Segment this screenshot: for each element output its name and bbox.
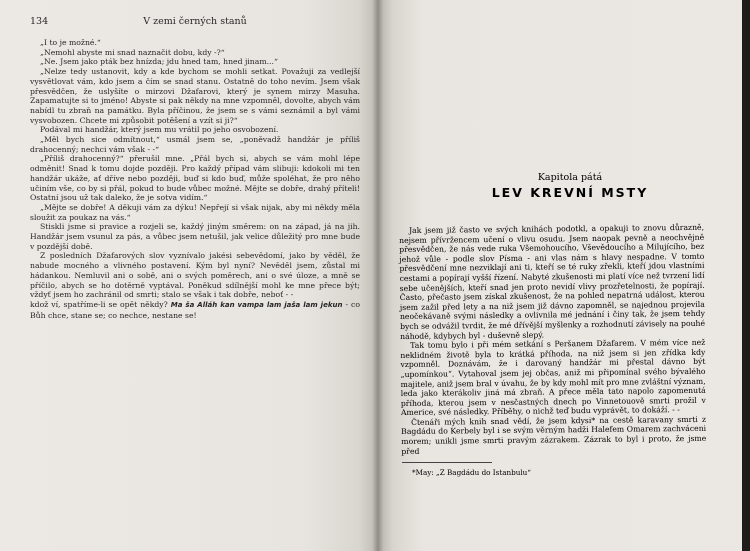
- paragraph: „Ne. Jsem jako pták bez hnízda; jdu hned tam, hned jinam...“: [40, 57, 278, 67]
- paragraph: „Nemohl abyste mi snad naznačit dobu, kdy -?“: [40, 47, 225, 57]
- running-title: V zemi černých stanů: [143, 16, 247, 27]
- footnote-rule: [402, 462, 492, 463]
- chapter-title: LEV KREVNÍ MSTY: [491, 185, 649, 200]
- paragraph: Tak tomu bylo i při mém setkání s Peršanem Džafarem. V mém více než neklidném životě byla to krátká příhoda, na niž jsem si jen zřídka kdy vzpomněl. Doznávám, že i darovaný handžár mi přestal dávno být „upomínkou“. Vytahoval jsem jej občas, aniž mi připomínal svého bývalého majitele, aniž jsem bral v úvahu, že by kdy mohl mít pro mne zvláštní význam, leda jako kterákoliv jiná má zbraň. A přece měla tato napolo zapomenutá příhoda, kterou jsem v nesčastných dnech po Vinnetouově smrti prožil v Americe, své následky. Příběhy, o nichž teď budu vyprávět, to dokáží. - -: [400, 337, 706, 418]
- arabic-phrase: Ma ša Alláh kan vampa lam jaša lam jekun: [170, 300, 343, 309]
- paragraph: „Měl bych sice odmítnout,“ usmál jsem se, „poněvadž handžár je příliš drahocenný; nechci vám však - -“: [30, 135, 360, 154]
- paragraph: „I to je možné.“: [40, 38, 101, 47]
- closing-line-text: kdož ví, spatříme-li se opět někdy?: [30, 299, 168, 309]
- paragraph: Jak jsem již často ve svých knihách podotkl, a opakuji to znovu důrazně, nejsem přívržencem učení o vlivu osudu. Jsem naopak pevně a neochvějně přesvědčen, že nás vede ruka Všemohoucího, Vševědoucího a Milujícího, bez jehož vůle - podle slov Písma - ani vlas nám s hlavy nespadne. V tomto přesvědčení mne nezviklají ani ti, kteří se té ruky zřekli, kteří jdou vlastními cestami a popírají vyšší řízení. Nabyté zkušenosti mi platí více než tvrzení lidí sebe učenějších, kteří snad jen proto nevidí vlivy prozřetelnosti, že popírají. Často, přečasto jsem získal zkušenost, že na pohled nepatrná událost, kterou jsem zažil před lety a na niž jsem již dávno zapomněl, se najednou projevila neočekávaně svými následky a ovlivnila mé jednání i činy tak, že jsem tehdy bych se odvážil tvrdit, že mé dřívější myšlenky a rozhodnutí závisely na pouhé náhodě, kdybych byl - duševně slepý.: [399, 222, 706, 341]
- paragraph: „Nelze tedy ustanovit, kdy a kde bychom se mohli setkat. Považuji za vedlejší vysvětlovat vám, kdo jsem a čím se snad stanu. Ostatně do toho nevím. Jsem však přesvědčen, že uslyšíte o mirzovi Džafarovi, který je synem mirzy Masuha. Zapamatujte si to jméno! Abyste si pak někdy na mne vzpomněl, dovolte, abych vám nabídl tu zbraň na památku. Byla příčinou, že jsem se s vámi seznámil a byl vámi vysvobozen. Chcete mi způsobit potěšení a vzít si ji?“: [30, 67, 360, 125]
- closing-line-end: - co Bůh chce, stane se; co nechce, nestane se!: [30, 299, 360, 320]
- closing-line: [30, 300, 360, 320]
- page-number: 134: [30, 16, 49, 27]
- scan-edge: [742, 0, 750, 551]
- paragraph: Čtenáři mých knih snad vědí, že jsem kdysi* na cestě karavany smrti z Bagdádu do Kerbely byl i se svým věrným hadži Halefem Omarem zachváceni morem; unikli jsme smrti pravým zázrakem. Zázrak to byl i proto, že jsme před: [401, 414, 707, 456]
- right-page-text: [399, 223, 706, 456]
- book-gutter: [372, 0, 384, 551]
- paragraph: „Příliš drahocenný?“ přerušil mne. „Přál bych si, abych se vám mohl lépe odměnit! Snad k tomu dojde později. Pro každý případ vám slibuji: kdokoli mi ten handžár ukáže, ať dříve nebo později, buď si kdo buď, může spoléhat, že pro něho učiním vše, co by si přál, pokud to bude vůbec možné. Mějte se dobře, drahý příteli! Ostatní jsou už tak daleko, že je sotva vidím.“: [30, 154, 360, 203]
- paragraph: Z posledních Džafarových slov vyznívalo jakési sebevědomí, jako by věděl, že nabude mocného a vlivného postavení. Kým byl nyní? Nevěděl jsem, zůstal mi hádankou. Nemluvil ani o sobě, ani o svých poměrech, ani o své úloze, a mně se příčilo, abych se ho dotěrně vyptával. Poněkud sdílnější mohl ke mne přece být; vždyť jsem ho zachránil od smrti; stalo se však i tak dobře, neboť - -: [30, 251, 360, 300]
- paragraph: „Mějte se dobře! A děkuji vám za dýku! Nepřejí si však nijak, aby mi někdy měla sloužit za poukaz na vás.“: [30, 202, 360, 222]
- left-page-text: [30, 38, 360, 320]
- footnote: *May: „Z Bagdádu do Istanbulu“: [412, 468, 531, 477]
- paragraph: Stiskli jsme si pravice a rozjeli se, každý jiným směrem: on na západ, já na jih. Handžár jsem vsunul za pás, a vůbec jsem netušil, jak velice důležitý pro mne bude v pozdější době.: [30, 222, 360, 251]
- paragraph: Podával mi handžár, který jsem mu vrátil po jeho osvobození.: [40, 125, 279, 135]
- chapter-label: Kapitola pátá: [537, 172, 603, 183]
